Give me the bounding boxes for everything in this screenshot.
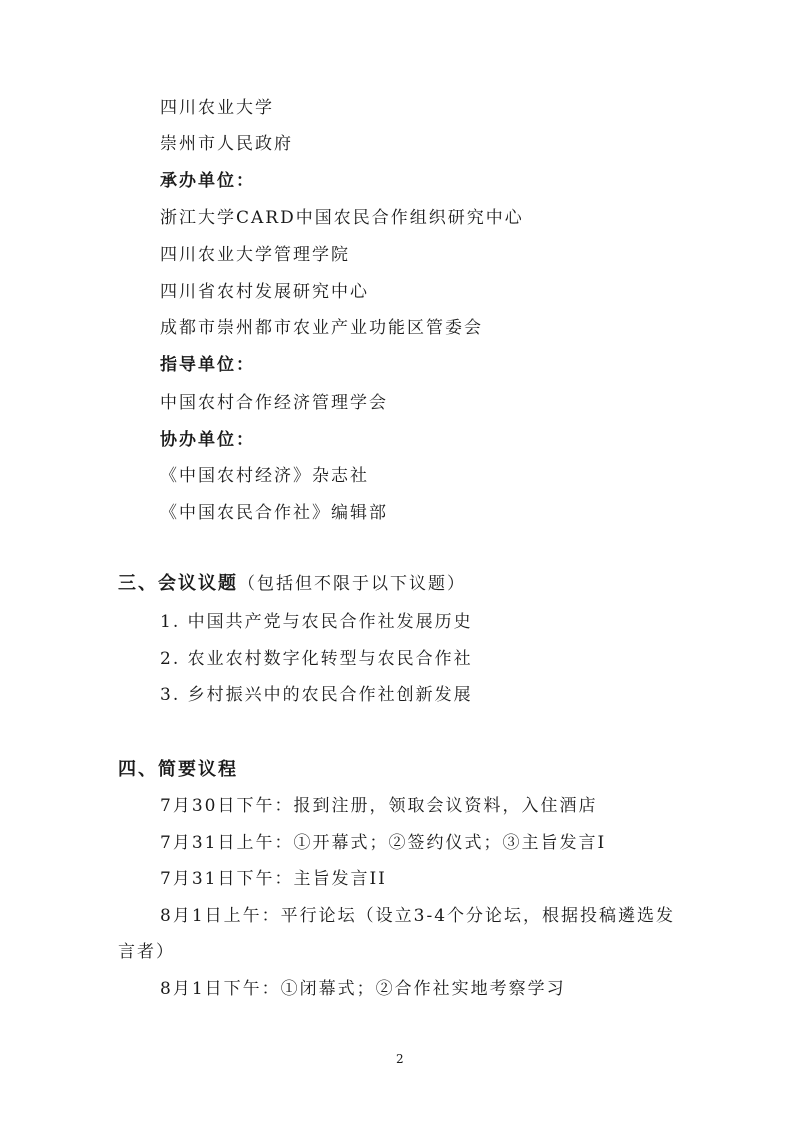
guidance-heading: 指导单位：	[160, 355, 255, 375]
undertaking-heading: 承办单位：	[160, 171, 255, 191]
undertaking-item: 浙江大学CARD中国农民合作组织研究中心	[160, 208, 524, 228]
topic-item: 2. 农业农村数字化转型与农民合作社	[160, 649, 473, 669]
organizer-item: 崇州市人民政府	[160, 134, 293, 154]
topic-item: 3. 乡村振兴中的农民合作社创新发展	[160, 685, 473, 705]
agenda-item: 7月31日下午：主旨发言II	[160, 869, 387, 889]
assisting-item: 《中国农民合作社》编辑部	[160, 503, 388, 523]
agenda-item: 8月1日上午：平行论坛（设立3-4个分论坛，根据投稿遴选发	[160, 906, 676, 926]
topics-heading	[118, 574, 466, 594]
undertaking-item: 四川省农村发展研究中心	[160, 282, 369, 302]
agenda-item: 8月1日下午：①闭幕式；②合作社实地考察学习	[160, 979, 566, 999]
organizer-item: 四川农业大学	[160, 98, 274, 118]
assisting-heading: 协办单位：	[160, 430, 255, 450]
agenda-item-continuation: 言者）	[118, 942, 175, 962]
topic-item: 1. 中国共产党与农民合作社发展历史	[160, 612, 473, 632]
agenda-item: 7月31日上午：①开幕式；②签约仪式；③主旨发言I	[160, 833, 607, 853]
guidance-item: 中国农村合作经济管理学会	[160, 393, 388, 413]
undertaking-item: 四川农业大学管理学院	[160, 245, 350, 265]
topics-heading-title: 三、会议议题	[118, 573, 238, 594]
topics-heading-note: （包括但不限于以下议题）	[238, 574, 466, 594]
agenda-heading: 四、简要议程	[118, 759, 238, 780]
assisting-item: 《中国农村经济》杂志社	[160, 466, 369, 486]
agenda-item: 7月30日下午：报到注册，领取会议资料，入住酒店	[160, 796, 598, 816]
undertaking-item: 成都市崇州都市农业产业功能区管委会	[160, 318, 483, 338]
page-number: 2	[396, 1052, 404, 1066]
